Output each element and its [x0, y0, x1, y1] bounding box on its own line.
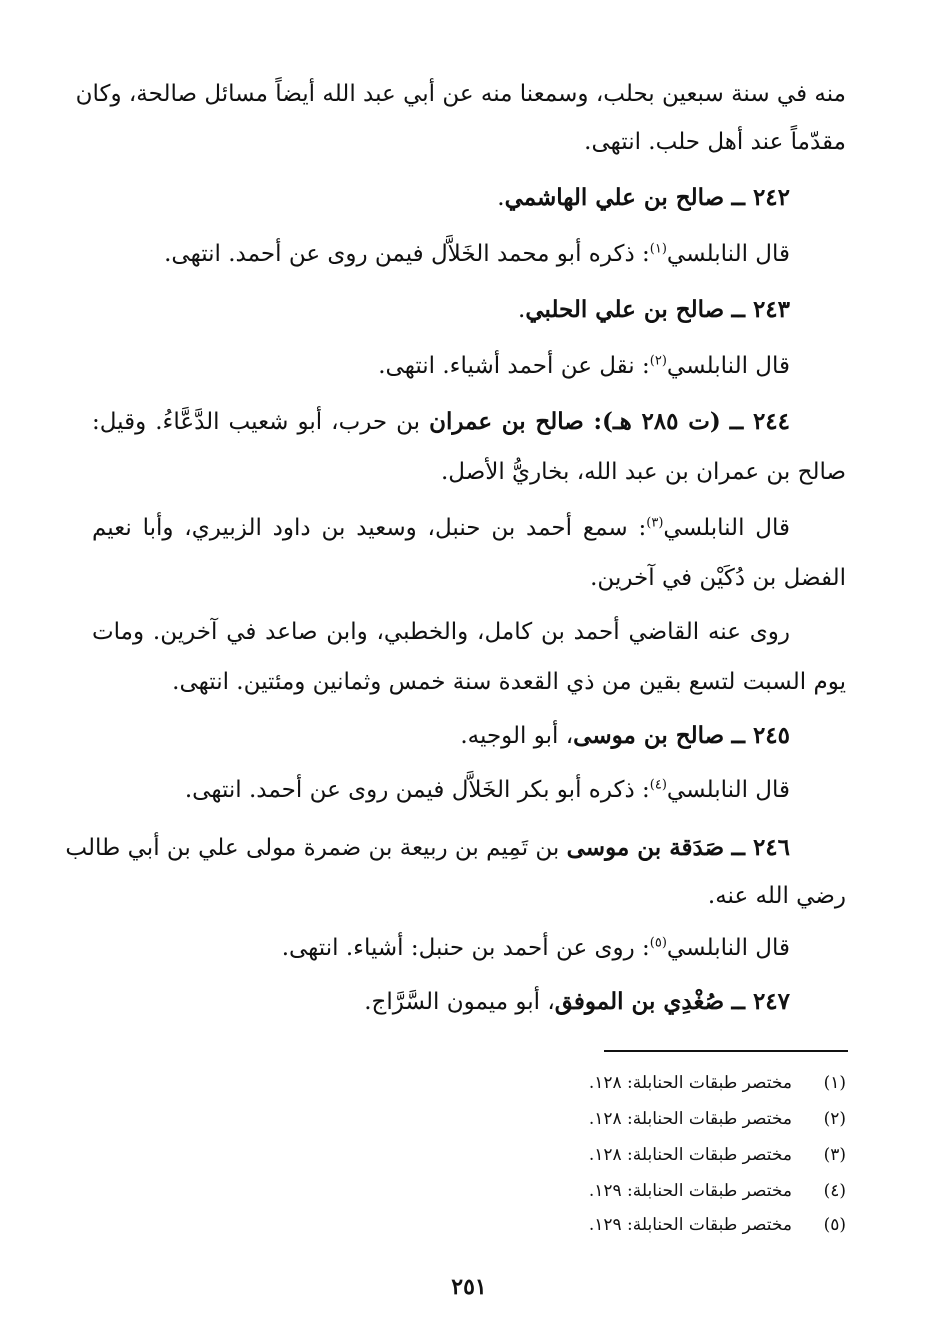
note-lead: قال النابلسي [666, 777, 790, 803]
entry-name: صُغْدِي بن الموفق [554, 988, 725, 1015]
footnote-number: (٣) [823, 1145, 846, 1165]
entry-text: بن حرب، أبو شعيب الدَّعَّاءُ. وقيل: [92, 409, 430, 435]
footnote-text: مختصر طبقات الحنابلة: ١٢٩. [588, 1215, 792, 1235]
footnote-divider [604, 1050, 848, 1052]
entry-243 [518, 290, 790, 330]
footnote [589, 1176, 846, 1206]
entry-244 [92, 402, 790, 442]
footnote-text: مختصر طبقات الحنابلة: ١٢٨. [588, 1073, 792, 1093]
entry-242-note [164, 234, 790, 274]
entry-text: بن تَمِيم بن ربيعة بن ضمرة مولى علي بن أبي طالب [65, 835, 567, 861]
footnote-text: مختصر طبقات الحنابلة: ١٢٨. [588, 1145, 792, 1165]
entry-246 [65, 828, 790, 868]
footnote-ref: (٥) [649, 935, 667, 951]
footnote-ref: (٤) [649, 777, 667, 793]
entry-name: صالح بن موسى [573, 722, 725, 749]
entry-name: صالح بن علي الحلبي [525, 296, 725, 323]
note-lead: قال النابلسي [663, 515, 790, 541]
footnote-number: (١) [823, 1073, 846, 1093]
footnote [589, 1068, 846, 1098]
entry-number: ٢٤٥ ــ [731, 722, 790, 749]
note-text: : سمع أحمد بن حنبل، وسعيد بن داود الزبيري، وأبا نعيم [92, 515, 647, 541]
entry-245-note [185, 770, 790, 810]
footnote-ref: (٣) [646, 515, 664, 531]
text-line: صالح بن عمران بن عبد الله، بخاريُّ الأصل. [440, 459, 846, 485]
footnote-number: (٥) [823, 1215, 846, 1235]
footnote-text: مختصر طبقات الحنابلة: ١٢٨. [588, 1109, 792, 1129]
entry-tail: . [518, 297, 526, 323]
page-number: ٢٥١ [451, 1274, 487, 1300]
entry-247 [364, 982, 790, 1022]
footnote [589, 1104, 846, 1134]
entry-246-note [282, 928, 790, 968]
entry-242 [497, 178, 790, 218]
note-lead: قال النابلسي [666, 935, 790, 961]
footnote-number: (٢) [823, 1109, 846, 1129]
footnote-ref: (١) [649, 241, 667, 257]
note-lead: قال النابلسي [666, 353, 790, 379]
note-text: : ذكره أبو محمد الخَلاَّل فيمن روى عن أحمد. انتهى. [164, 241, 650, 267]
footnote-text: مختصر طبقات الحنابلة: ١٢٩. [588, 1181, 792, 1201]
text-line: يوم السبت لتسع بقين من ذي القعدة سنة خمس وثمانين ومئتين. انتهى. [172, 669, 846, 695]
entry-244-note [92, 508, 790, 548]
note-text: : روى عن أحمد بن حنبل: أشياء. انتهى. [281, 935, 650, 961]
entry-number: ٢٤٢ ــ [731, 184, 790, 211]
entry-245 [460, 716, 790, 756]
entry-number: ٢٤٤ ــ [729, 408, 791, 435]
text-line: الفضل بن دُكَيْن في آخرين. [590, 565, 846, 591]
entry-number: ٢٤٧ ــ [731, 988, 790, 1015]
entry-tail: ، أبو الوجيه. [460, 723, 574, 749]
footnote-number: (٤) [823, 1181, 846, 1201]
entry-tail: . [497, 185, 505, 211]
note-text: : نقل عن أحمد أشياء. انتهى. [378, 353, 650, 379]
footnote [589, 1210, 846, 1240]
text-line: منه في سنة سبعين بحلب، وسمعنا منه عن أبي عبد الله أيضاً مسائل صالحة، وكان [75, 81, 846, 107]
text-line: روى عنه القاضي أحمد بن كامل، والخطبي، وابن صاعد في آخرين. ومات [92, 619, 790, 645]
entry-name: (ت ٢٨٥ هـ): صالح بن عمران [429, 408, 721, 435]
entry-name: صالح بن علي الهاشمي [504, 184, 725, 211]
footnote-ref: (٢) [649, 353, 667, 369]
note-text: : ذكره أبو بكر الخَلاَّل فيمن روى عن أحمد. انتهى. [184, 777, 650, 803]
text-line: مقدّماً عند أهل حلب. انتهى. [584, 129, 846, 155]
note-lead: قال النابلسي [666, 241, 790, 267]
entry-name: صَدَقة بن موسى [566, 834, 725, 861]
footnote [589, 1140, 846, 1170]
entry-243-note [378, 346, 790, 386]
entry-number: ٢٤٦ ــ [731, 834, 790, 861]
text-line: رضي الله عنه. [707, 883, 846, 909]
entry-number: ٢٤٣ ــ [731, 296, 790, 323]
entry-tail: ، أبو ميمون السَّرَّاج. [364, 989, 555, 1015]
